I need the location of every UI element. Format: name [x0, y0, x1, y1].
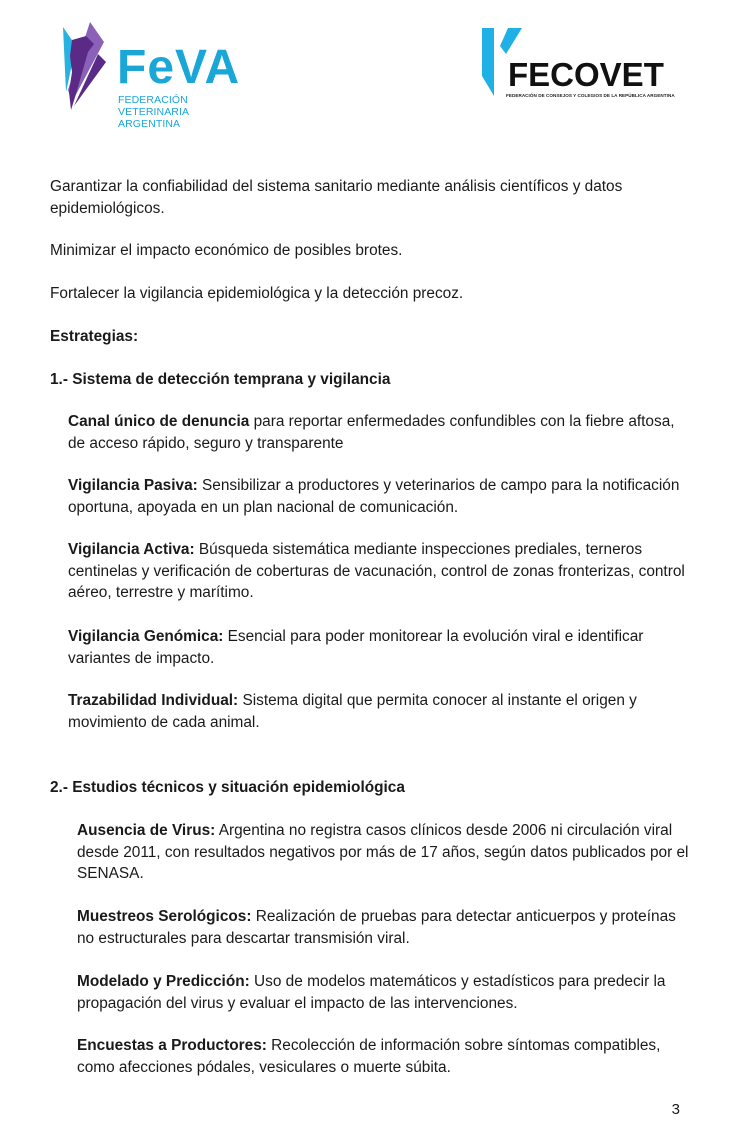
- section-1-item: Trazabilidad Individual: Sistema digital que permita conocer al instante el origen y movimiento de cada animal.: [68, 692, 637, 731]
- section-1-item: Canal único de denuncia para reportar enfermedades confundibles con la fiebre aftosa, de acceso rápido, seguro y transparente: [68, 413, 675, 452]
- section-1-item: Vigilancia Activa: Búsqueda sistemática mediante inspecciones prediales, terneros centinelas y verificación de coberturas de vacunación, control de zonas fronterizas, control aéreo, terrestre y marítimo.: [68, 541, 685, 601]
- feva-argentina-map-icon: [60, 22, 110, 117]
- feva-logo: [60, 22, 250, 130]
- fecovet-logo: [478, 26, 688, 106]
- feva-subtitle-line2: ARGENTINA: [118, 118, 181, 130]
- section-2-item: Modelado y Predicción: Uso de modelos matemáticos y estadísticos para predecir la propagación del virus y evaluar el impacto de las intervenciones.: [77, 973, 666, 1012]
- fecovet-wordmark: FECOVET: [508, 56, 664, 93]
- objective-2: Minimizar el impacto económico de posibles brotes.: [50, 242, 403, 259]
- objective-1: Garantizar la confiabilidad del sistema sanitario mediante análisis científicos y datos epidemiológicos.: [50, 178, 623, 217]
- section-1-title: 1.- Sistema de detección temprana y vigilancia: [50, 371, 391, 388]
- feva-subtitle-line1: FEDERACIÓN VETERINARIA: [118, 94, 190, 118]
- feva-wordmark: FeVA: [117, 41, 241, 94]
- section-2-title: 2.- Estudios técnicos y situación epidemiológica: [50, 779, 405, 796]
- section-1-item: Vigilancia Genómica: Esencial para poder monitorear la evolución viral e identificar variantes de impacto.: [68, 628, 644, 667]
- fecovet-subtitle: FEDERACIÓN DE CONSEJOS Y COLEGIOS DE LA REPÚBLICA ARGENTINA: [506, 93, 675, 98]
- feva-subtitle: [118, 94, 250, 130]
- section-2-item: Muestreos Serológicos: Realización de pruebas para detectar anticuerpos y proteínas no estructurales para descartar transmisión viral.: [77, 908, 676, 947]
- page-number: 3: [671, 1101, 680, 1118]
- strategies-heading: Estrategias:: [50, 328, 139, 345]
- section-1-item: Vigilancia Pasiva: Sensibilizar a productores y veterinarios de campo para la notificación oportuna, apoyada en un plan nacional de comunicación.: [68, 477, 680, 516]
- section-2-item: Encuestas a Productores: Recolección de información sobre síntomas compatibles, como afecciones pódales, vesiculares o muerte súbita.: [77, 1037, 661, 1076]
- section-2-item: Ausencia de Virus: Argentina no registra casos clínicos desde 2006 ni circulación viral desde 2011, con resultados negativos por más de 17 años, según datos publicados por el SENASA.: [77, 822, 689, 882]
- objective-3: Fortalecer la vigilancia epidemiológica y la detección precoz.: [50, 285, 464, 302]
